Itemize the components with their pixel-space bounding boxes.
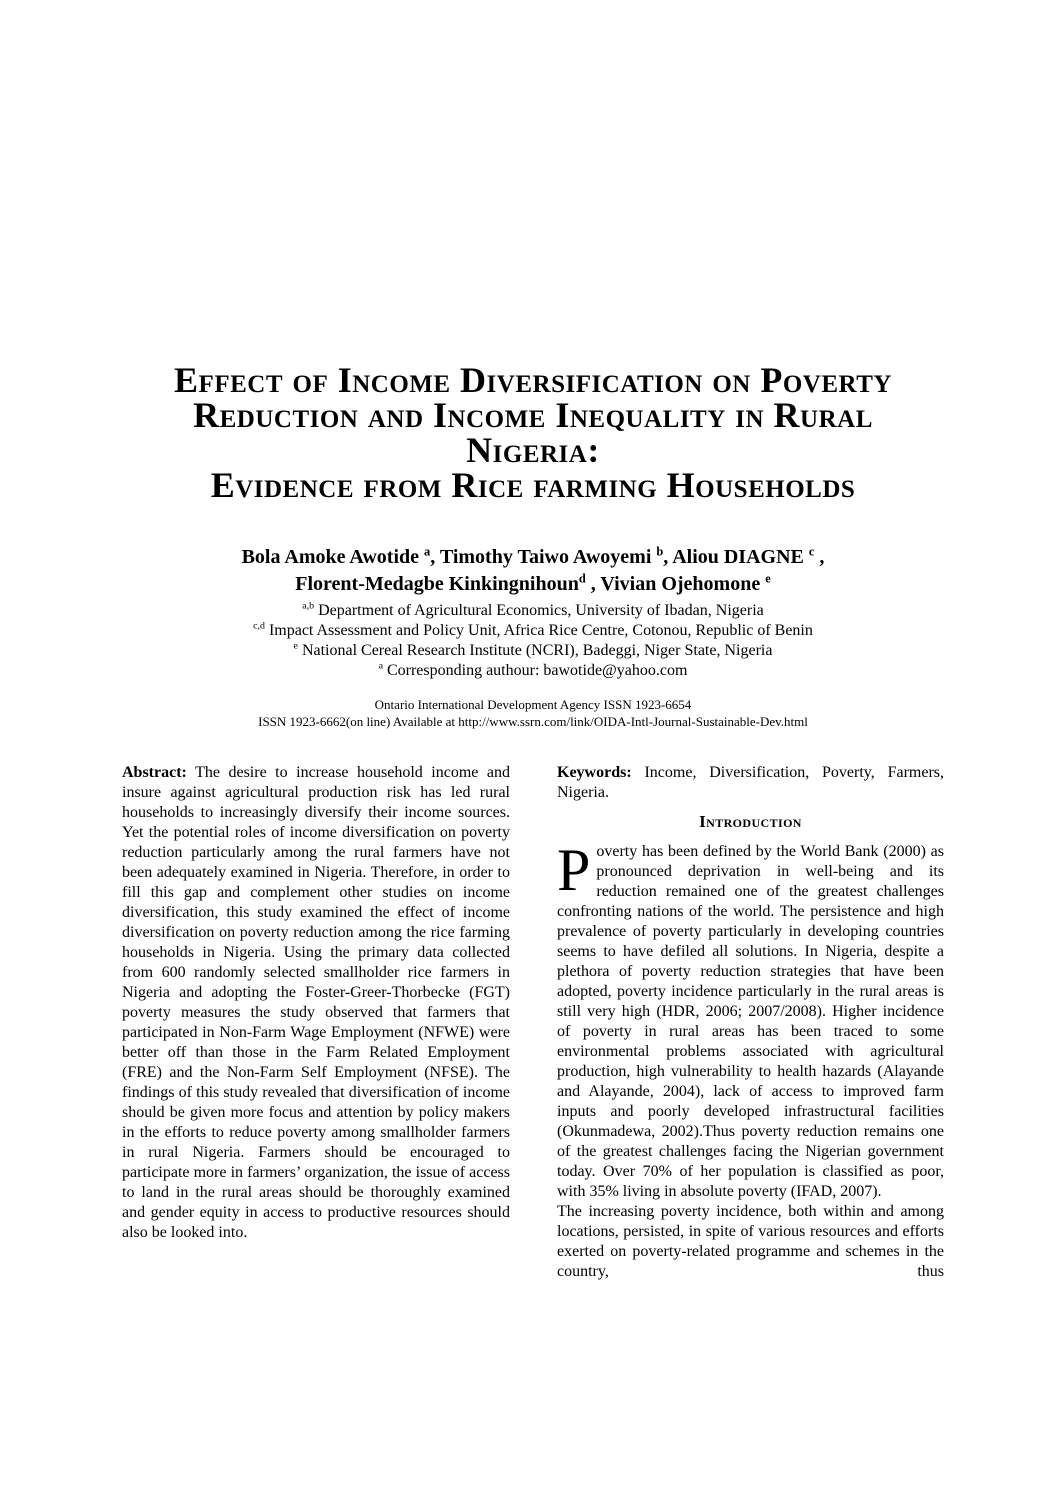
authors-line-2 (122, 571, 944, 598)
right-column (557, 763, 944, 1282)
author-separator: , (663, 546, 673, 568)
title-line-1: Effect of Income Diversification on Poverty (174, 360, 892, 400)
author-separator: , (585, 573, 601, 595)
introduction-paragraph-1-text: overty has been defined by the World Bank (2000) as pronounced deprivation in well-being and its reduction remained one of the greatest challenges confronting nations of the world. The persistence and high prevalence of poverty particularly in developing countries seems to have defiled all solutions. In Nigeria, despite a plethora of poverty reduction strategies that have been adopted, poverty incidence particularly in the rural areas is still very high (HDR, 2006; 2007/2008). Higher incidence of poverty in rural areas has been traced to some environmental problems associated with agricultural production, high vulnerability to health hazards (Alayande and Alayande, 2004), lack of access to improved farm inputs and poorly developed infrastructural facilities (Okunmadewa, 2002).Thus poverty reduction remains one of the greatest challenges facing the Nigerian government today. Over 70% of her population is classified as poor, with 35% living in absolute poverty (IFAD, 2007). (557, 843, 944, 1200)
dropcap-letter: P (557, 837, 591, 903)
journal-info-block (122, 696, 944, 730)
keywords-paragraph (557, 763, 944, 803)
affiliation-text: Impact Assessment and Policy Unit, Africa Rice Centre, Cotonou, Republic of Benin (264, 622, 813, 639)
author-separator: , (814, 546, 825, 568)
introduction-heading: Introduction (699, 812, 802, 831)
title-line-2: Reduction and Income Inequality in Rural Nigeria: (193, 395, 873, 470)
author-name: Aliou DIAGNE (672, 546, 809, 568)
author-separator: , (430, 546, 440, 568)
affiliation-line (122, 601, 944, 621)
authors-line-1 (122, 544, 944, 571)
corresponding-author-line (122, 661, 944, 681)
affiliations-block (122, 601, 944, 681)
author-name: Florent-Medagbe Kinkingnihoun (295, 573, 579, 595)
author-name: Bola Amoke Awotide (241, 546, 425, 568)
affiliation-superscript: c,d (253, 620, 265, 632)
author-superscript: e (765, 571, 771, 586)
paper-title (122, 360, 944, 505)
affiliation-superscript: a,b (302, 600, 315, 612)
author-superscript: c (808, 544, 815, 559)
introduction-paragraph-2: The increasing poverty incidence, both within and among locations, persisted, in spite of various resources and efforts exerted on poverty-related programme and schemes in the country, thus (557, 1203, 944, 1280)
corresponding-author-text: Corresponding authour: bawotide@yahoo.com (382, 662, 688, 679)
author-superscript: a (424, 544, 431, 559)
journal-issn-line: Ontario International Development Agency ISSN 1923-6654 (374, 697, 692, 712)
author-superscript: d (578, 571, 586, 586)
abstract-paragraph (122, 763, 510, 1243)
affiliation-line (122, 621, 944, 641)
affiliation-text: National Cereal Research Institute (NCRI), Badeggi, Niger State, Nigeria (297, 642, 773, 659)
journal-availability-line: ISSN 1923-6662(on line) Available at http://www.ssrn.com/link/OIDA-Intl-Journal-Sustainable-Dev.html (258, 714, 808, 729)
author-name: Timothy Taiwo Awoyemi (439, 546, 657, 568)
author-name: Vivian Ojehomone (600, 573, 766, 595)
affiliation-superscript: a (378, 660, 383, 672)
title-line-3: Evidence from Rice farming Households (210, 465, 856, 505)
authors-block (122, 544, 944, 598)
affiliation-superscript: e (293, 640, 298, 652)
abstract-label: Abstract: (122, 764, 187, 781)
affiliation-text: Department of Agricultural Economics, University of Ibadan, Nigeria (314, 602, 764, 619)
left-column (122, 763, 510, 1282)
keywords-label: Keywords: (557, 764, 632, 781)
introduction-paragraph-1 (557, 837, 944, 1202)
keywords-text: Income, Diversification, Poverty, Farmers, Nigeria. (557, 764, 944, 801)
affiliation-line (122, 641, 944, 661)
two-column-body (122, 763, 944, 1282)
author-superscript: b (656, 544, 664, 559)
abstract-text: The desire to increase household income and insure against agricultural production risk has led rural households to increasingly diversify their income sources. Yet the potential roles of income diversification on poverty reduction particularly among the rural farmers have not been adequately examined in Nigeria. Therefore, in order to fill this gap and complement other studies on income diversification, this study examined the effect of income diversification on poverty reduction among the rice farming households in Nigeria. Using the primary data collected from 600 randomly selected smallholder rice farmers in Nigeria and adopting the Foster-Greer-Thorbecke (FGT) poverty measures the study observed that farmers that participated in Non-Farm Wage Employment (NFWE) were better off than those in the Farm Related Employment (FRE) and the Non-Farm Self Employment (NFSE). The findings of this study revealed that diversification of income should be given more focus and attention by policy makers in the efforts to reduce poverty among smallholder farmers in rural Nigeria. Farmers should be encouraged to participate more in farmers’ organization, the issue of access to land in the rural areas should be thoroughly examined and gender equity in access to productive resources should also be looked into. (122, 764, 510, 1241)
